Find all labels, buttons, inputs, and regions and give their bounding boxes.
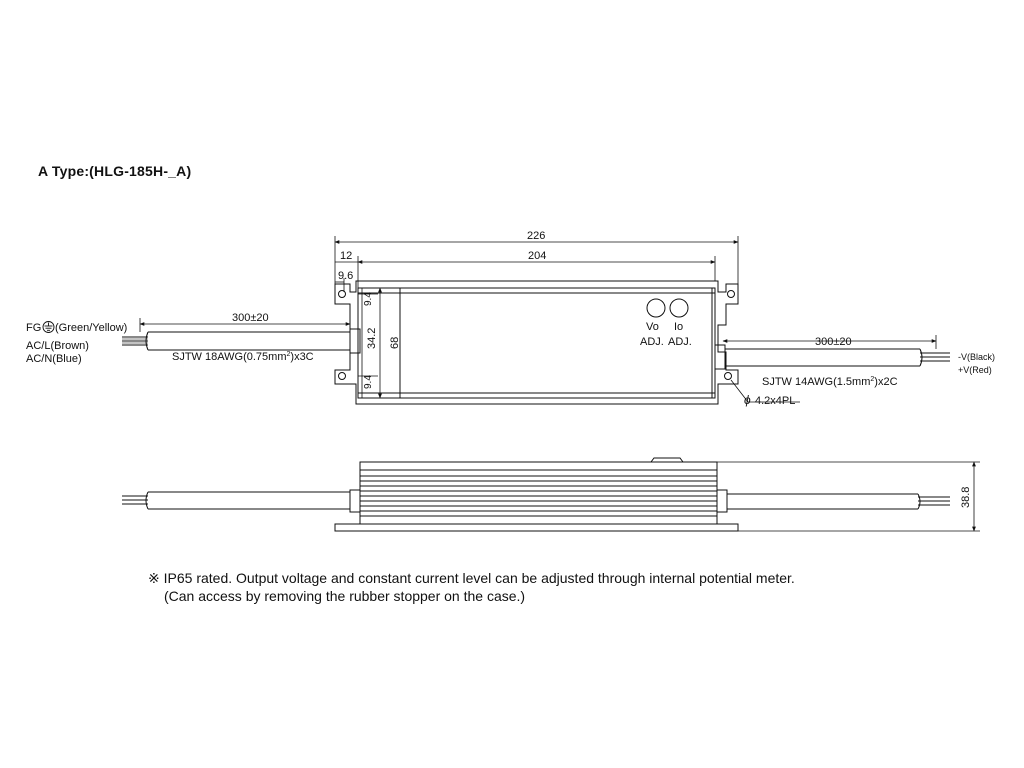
output-gland bbox=[715, 345, 725, 369]
mount-hole bbox=[728, 291, 735, 298]
neg-v-label: -V(Black) bbox=[958, 352, 996, 362]
ac-n-label: AC/N(Blue) bbox=[26, 353, 82, 365]
vo-adj-label: ADJ. bbox=[640, 336, 664, 348]
hole-spec: 4.2x4PL bbox=[755, 395, 796, 407]
input-cable-length: 300±20 bbox=[232, 312, 269, 324]
dim-edge-top: 9.4 bbox=[363, 292, 374, 306]
dim-edge-bottom: 9.4 bbox=[363, 375, 374, 389]
note-line-2: (Can access by removing the rubber stopper on the case.) bbox=[164, 588, 526, 604]
fg-color-label: (Green/Yellow) bbox=[55, 322, 128, 334]
dim-overall-length: 226 bbox=[527, 230, 546, 242]
vo-adjust-pot bbox=[647, 299, 665, 317]
dim-hole-spacing: 34.2 bbox=[366, 327, 378, 349]
note-symbol: ※ bbox=[148, 570, 160, 586]
io-label: Io bbox=[674, 321, 684, 333]
side-view bbox=[122, 458, 950, 531]
side-case-body bbox=[360, 462, 717, 524]
input-cable bbox=[122, 332, 350, 350]
side-base-plate bbox=[335, 524, 738, 531]
note bbox=[148, 569, 795, 605]
ac-l-label: AC/L(Brown) bbox=[26, 340, 89, 352]
output-cable-spec: SJTW $14AWG(1.5mm^2)x2C$ bbox=[762, 376, 898, 388]
phi-symbol: ϕ bbox=[744, 393, 751, 407]
io-adj-label: ADJ. bbox=[668, 336, 692, 348]
input-cable-spec: SJTW $18AWG(0.75mm^2)x3C$ bbox=[172, 351, 314, 363]
mount-hole bbox=[725, 373, 732, 380]
mount-hole bbox=[339, 291, 346, 298]
note-line-1: IP65 rated. Output voltage and constant current level can be adjusted through internal potential meter. bbox=[163, 570, 795, 586]
dim-body-length: 204 bbox=[528, 250, 547, 262]
pos-v-label: +V(Red) bbox=[958, 365, 992, 375]
drawing-title: A Type:(HLG-185H-_A) bbox=[38, 163, 192, 179]
dim-depth: 38.8 bbox=[960, 486, 972, 508]
io-adjust-pot bbox=[670, 299, 688, 317]
dim-height: 68 bbox=[389, 336, 401, 349]
vo-label: Vo bbox=[646, 321, 659, 333]
output-cable bbox=[725, 349, 950, 366]
dim-tab-offset: 12 bbox=[340, 250, 353, 262]
output-cable-length: 300±20 bbox=[815, 336, 852, 348]
mount-hole bbox=[339, 373, 346, 380]
fg-label: FG bbox=[26, 322, 42, 334]
horizontal-dimensions bbox=[335, 236, 738, 300]
dim-hole-offset: 9.6 bbox=[338, 270, 354, 282]
ground-icon bbox=[43, 322, 54, 333]
